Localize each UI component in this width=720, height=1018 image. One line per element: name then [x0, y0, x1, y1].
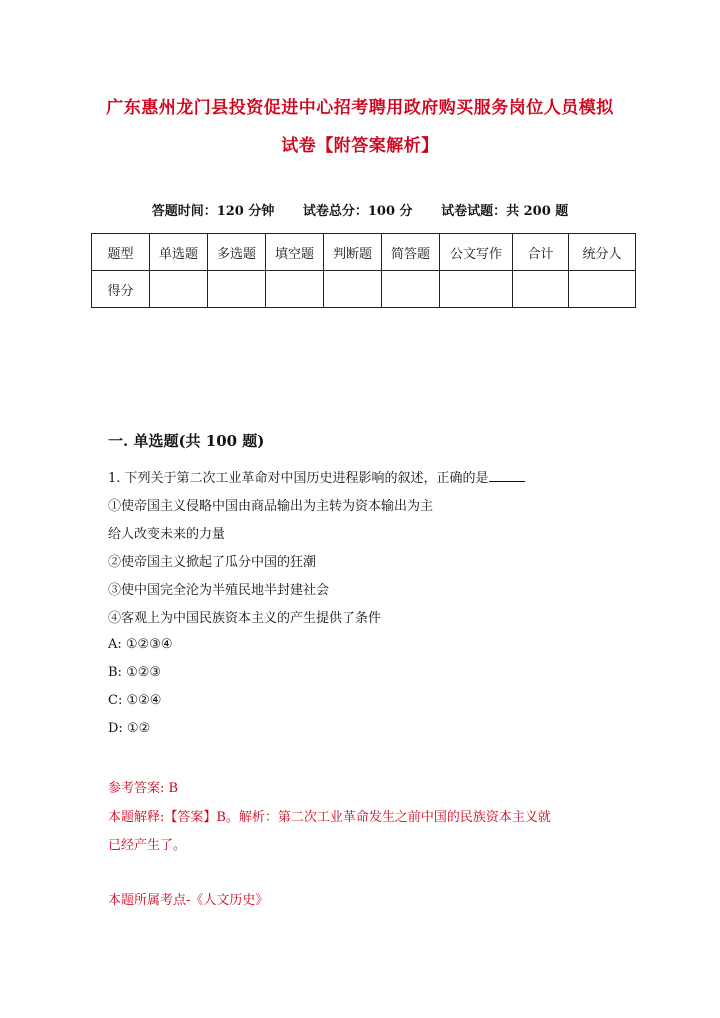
score-table — [91, 233, 636, 308]
document-title-line2: 试卷【附答案解析】 — [281, 136, 439, 156]
exam-meta — [0, 200, 720, 219]
score-cell-blank — [150, 271, 208, 308]
document-title-line1: 广东惠州龙门县投资促进中心招考聘用政府购买服务岗位人员模拟 — [106, 98, 614, 118]
score-header-cell: 合计 — [513, 234, 569, 271]
score-cell-blank — [513, 271, 569, 308]
answer-text: 参考答案: B — [108, 781, 179, 796]
score-header-cell: 填空题 — [266, 234, 324, 271]
statement-item: ③使中国完全沦为半殖民地半封建社会 — [108, 583, 330, 598]
score-table-header-row — [92, 234, 636, 271]
score-cell-blank — [208, 271, 266, 308]
score-header-cell: 简答题 — [382, 234, 440, 271]
score-cell-blank — [569, 271, 636, 308]
exam-total-questions: 试卷试题：共 200 题 — [441, 204, 569, 219]
option-c: C: ①②④ — [108, 693, 162, 708]
statement-item: ②使帝国主义掀起了瓜分中国的狂潮 — [108, 555, 317, 570]
score-cell-blank — [266, 271, 324, 308]
score-cell-blank — [440, 271, 513, 308]
question-stem-text: 1. 下列关于第二次工业革命对中国历史进程影响的叙述，正确的是 — [108, 471, 489, 486]
score-header-cell: 题型 — [92, 234, 150, 271]
score-table-score-row — [92, 271, 636, 308]
option-d: D: ①② — [108, 721, 151, 736]
question-stem — [108, 467, 525, 486]
score-header-cell: 单选题 — [150, 234, 208, 271]
score-cell-blank — [382, 271, 440, 308]
statement-item: 给人改变未来的力量 — [108, 527, 226, 542]
section-title: 一. 单选题(共 100 题) — [108, 432, 265, 450]
answer-blank — [489, 469, 525, 482]
score-row-label: 得分 — [92, 271, 150, 308]
score-header-cell: 判断题 — [324, 234, 382, 271]
topic-text: 本题所属考点-《人文历史》 — [108, 893, 269, 908]
statement-item: ①使帝国主义侵略中国由商品输出为主转为资本输出为主 — [108, 499, 434, 514]
explanation-line1: 本题解释:【答案】B。解析：第二次工业革命发生之前中国的民族资本主义就 — [108, 810, 551, 825]
exam-total-score: 试卷总分：100 分 — [302, 204, 413, 219]
score-header-cell: 公文写作 — [440, 234, 513, 271]
statement-item: ④客观上为中国民族资本主义的产生提供了条件 — [108, 611, 382, 626]
exam-time: 答题时间：120 分钟 — [151, 204, 275, 219]
option-a: A: ①②③④ — [108, 637, 173, 652]
score-header-cell: 统分人 — [569, 234, 636, 271]
score-cell-blank — [324, 271, 382, 308]
option-b: B: ①②③ — [108, 665, 162, 680]
score-header-cell: 多选题 — [208, 234, 266, 271]
explanation-line2: 已经产生了。 — [108, 838, 187, 853]
